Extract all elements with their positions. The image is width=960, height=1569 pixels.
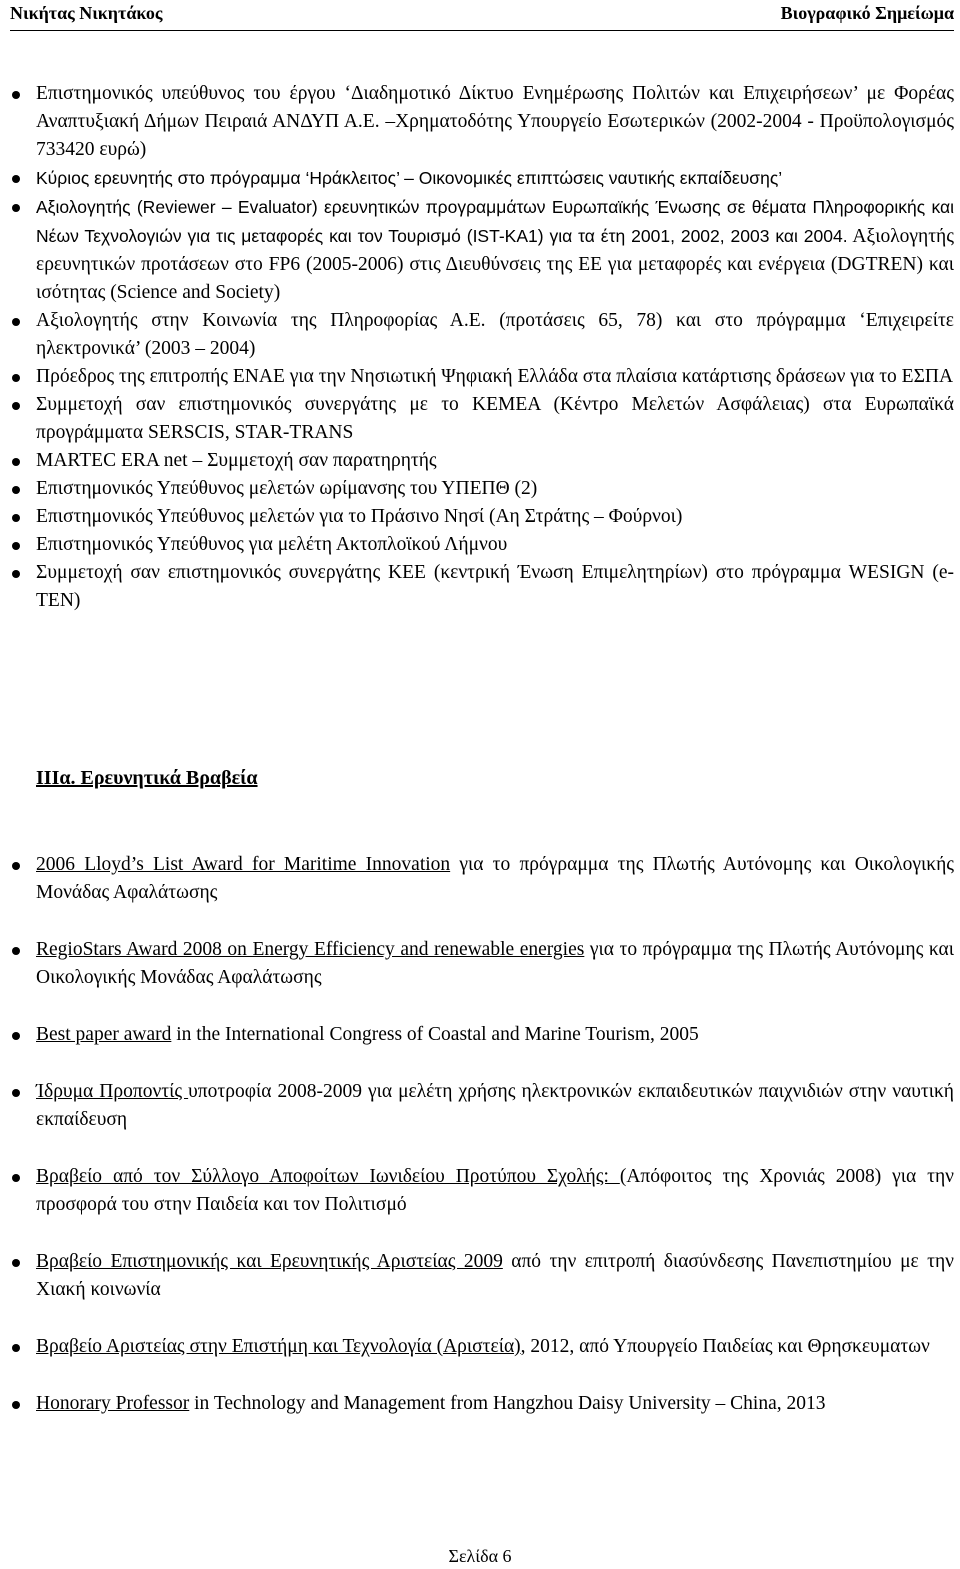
- bullet-icon: [12, 947, 20, 955]
- award-description: από την επιτροπή διασύνδεσης Πανεπιστημίου με την Χιακή κοινωνία: [36, 1251, 954, 1300]
- award-title: Βραβείο Επιστημονικής και Ερευνητικής Αριστείας 2009: [36, 1251, 503, 1272]
- list-item-text: Αξιολογητής στην Κοινωνία της Πληροφορίας Α.Ε. (προτάσεις 65, 78) και στο πρόγραμμα ‘Επιχειρείτε ηλεκτρονικά’ (2003 – 2004): [36, 310, 954, 359]
- bullet-icon: [12, 91, 20, 99]
- list-item: [0, 503, 960, 531]
- page-number: Σελίδα 6: [448, 1546, 512, 1566]
- award-item: [0, 851, 960, 907]
- list-item-text: Συμμετοχή σαν επιστημονικός συνεργάτης ΚΕΕ (κεντρική Ένωση Επιμελητηρίων) στο πρόγραμμα WESIGN (e-TEN): [36, 562, 954, 611]
- awards-list: [0, 851, 960, 1447]
- award-description: για το πρόγραμμα της Πλωτής Αυτόνομης και Οικολογικής Μονάδας Αφαλάτωσης: [36, 939, 955, 988]
- award-description: υποτροφία 2008-2009 για μελέτη χρήσης ηλεκτρονικών εκπαιδευτικών παιχνιδιών στην ναυτική εκπαίδευση: [36, 1081, 955, 1130]
- award-title: Honorary Professor: [36, 1393, 190, 1414]
- list-item: [0, 193, 960, 307]
- list-item: [0, 80, 960, 164]
- list-item-text: Πρόεδρος της επιτροπής ΕΝΑΕ για την Νησιωτική Ψηφιακή Ελλάδα στα πλαίσια κατάρτισης δράσεων για το ΕΣΠΑ: [36, 366, 954, 387]
- bullet-icon: [12, 1344, 20, 1352]
- list-item-text: Συμμετοχή σαν επιστημονικός συνεργάτης με το ΚΕΜΕΑ (Κέντρο Μελετών Ασφάλειας) στα Ευρωπαϊκά προγράμματα SERSCIS, STAR-TRANS: [36, 394, 954, 443]
- award-description: για το πρόγραμμα της Πλωτής Αυτόνομης και Οικολογικής Μονάδας Αφαλάτωσης: [36, 854, 954, 903]
- award-item: [0, 1248, 960, 1304]
- list-item-text: Αξιολογητής ερευνητικών προτάσεων στο FP6 (2005-2006) στις Διευθύνσεις της ΕΕ για μεταφορές και ενέργεια (DGTREN) και ισότητας (Science and Society): [36, 226, 954, 303]
- bullet-icon: [12, 862, 20, 870]
- header-doc-title: Βιογραφικό Σημείωμα: [780, 3, 954, 23]
- bullet-icon: [12, 570, 20, 578]
- award-title: Βραβείο από τον Σύλλογο Αποφοίτων Ιωνιδείου Προτύπου Σχολής:: [36, 1166, 620, 1187]
- list-item-text: Κύριος ερευνητής στο πρόγραμμα ‘Ηράκλειτος’ – Οικονομικές επιπτώσεις ναυτικής εκπαίδευσης’: [36, 168, 783, 188]
- list-item: [0, 531, 960, 559]
- bullet-icon: [12, 204, 20, 212]
- bullet-icon: [12, 1174, 20, 1182]
- award-item: [0, 936, 960, 992]
- list-item: [0, 307, 960, 363]
- bullet-icon: [12, 486, 20, 494]
- list-item: [0, 391, 960, 447]
- award-description: (Απόφοιτος της Χρονιάς 2008) για την προσφορά του στην Παιδεία και τον Πολιτισμό: [36, 1166, 954, 1215]
- page-footer: [0, 1546, 960, 1567]
- award-item: [0, 1333, 960, 1361]
- list-item-text: MARTEC ERA net – Συμμετοχή σαν παρατηρητής: [36, 450, 437, 471]
- award-description: in Technology and Management from Hangzhou Daisy University – China, 2013: [189, 1393, 826, 1414]
- award-item: [0, 1078, 960, 1134]
- award-title: Ίδρυμα Προποντίς: [36, 1081, 189, 1102]
- bullet-icon: [12, 1401, 20, 1409]
- award-item: [0, 1163, 960, 1219]
- list-item: [0, 475, 960, 503]
- list-item: [0, 559, 960, 615]
- bullet-icon: [12, 1259, 20, 1267]
- list-item: [0, 363, 960, 391]
- bullet-icon: [12, 458, 20, 466]
- award-title: 2006 Lloyd’s List Award for Maritime Innovation: [36, 854, 451, 875]
- bullet-icon: [12, 175, 20, 183]
- list-item-text: Επιστημονικός Υπεύθυνος μελετών για το Πράσινο Νησί (Αη Στράτης – Φούρνοι): [36, 506, 683, 527]
- section-title: IIIα. Ερευνητικά Βραβεία: [36, 767, 258, 789]
- page-header: [10, 0, 954, 31]
- award-title: Βραβείο Αριστείας στην Επιστήμη και Τεχνολογία (Αριστεία): [36, 1336, 521, 1357]
- award-item: [0, 1390, 960, 1418]
- activities-list: [0, 80, 960, 615]
- bullet-icon: [12, 1032, 20, 1040]
- bullet-icon: [12, 514, 20, 522]
- list-item-text-sans: Αξιολογητής (Reviewer – Evaluator) ερευνητικών προγραμμάτων Ευρωπαϊκής Ένωσης σε θέματα Πληροφορικής και Νέων Τεχνολογιών για τις μεταφορές και τον Τουρισμό (IST-KA1) για τα έτη 2001, 2002, 2003 και 2004.: [36, 197, 954, 246]
- list-item: [0, 164, 960, 193]
- list-item-text: Επιστημονικός Υπεύθυνος για μελέτη Ακτοπλοϊκού Λήμνου: [36, 534, 508, 555]
- bullet-icon: [12, 374, 20, 382]
- bullet-icon: [12, 318, 20, 326]
- award-item: [0, 1021, 960, 1049]
- bullet-icon: [12, 1089, 20, 1097]
- header-author: Νικήτας Νικητάκος: [10, 3, 163, 23]
- list-item: [0, 447, 960, 475]
- award-description: in the International Congress of Coastal and Marine Tourism, 2005: [171, 1024, 699, 1045]
- award-description: , 2012, από Υπουργείο Παιδείας και Θρησκευματων: [520, 1336, 930, 1357]
- list-item-text: Επιστημονικός Υπεύθυνος μελετών ωρίμανσης του ΥΠΕΠΘ (2): [36, 478, 538, 499]
- bullet-icon: [12, 542, 20, 550]
- award-title: Best paper award: [36, 1024, 172, 1045]
- list-item-text: Επιστημονικός υπεύθυνος του έργου ‘Διαδημοτικό Δίκτυο Ενημέρωσης Πολιτών και Επιχειρήσεων’ με Φορέας Αναπτυξιακή Δήμων Πειραιά ΑΝΔΥΠ Α.Ε. –Χρηματοδότης Υπουργείο Εσωτερικών (2002-2004 - Προϋπολογισμός 733420 ευρώ): [36, 83, 954, 160]
- award-title: RegioStars Award 2008 on Energy Efficiency and renewable energies: [36, 939, 585, 960]
- bullet-icon: [12, 402, 20, 410]
